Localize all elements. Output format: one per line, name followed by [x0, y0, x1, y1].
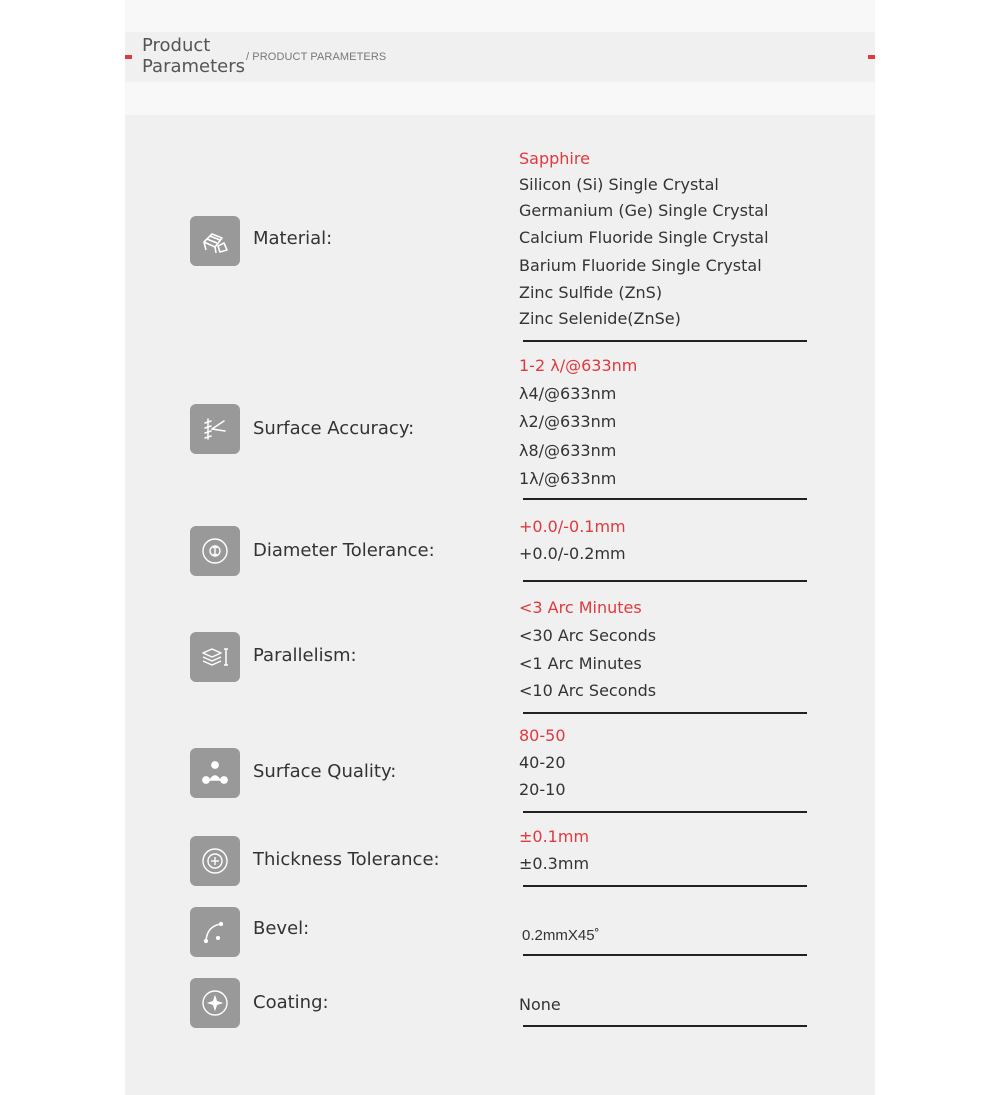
quality-nodes-icon: [190, 748, 240, 798]
section-title-line2: Parameters: [142, 56, 246, 77]
coating-sparkle-icon: [190, 978, 240, 1028]
param-values: [519, 597, 656, 708]
crystal-icon: [190, 216, 240, 266]
value-item: 20-10: [519, 780, 566, 799]
param-label: Material:: [253, 228, 333, 249]
diameter-icon: [190, 526, 240, 576]
divider: [523, 954, 807, 956]
param-values: [519, 725, 566, 806]
divider: [523, 885, 807, 887]
value-item: λ2/@633nm: [519, 412, 617, 431]
value-item: 1-2 λ/@633nm: [519, 356, 638, 375]
param-label: Thickness Tolerance:: [253, 849, 440, 870]
divider: [523, 580, 807, 582]
divider: [523, 811, 807, 813]
value-item: λ4/@633nm: [519, 384, 617, 403]
value-item: Sapphire: [519, 149, 590, 168]
value-item: Silicon (Si) Single Crystal: [519, 175, 719, 194]
value-item: <30 Arc Seconds: [519, 626, 657, 645]
param-values: [519, 993, 561, 1017]
divider: [523, 498, 807, 500]
value-item: Calcium Fluoride Single Crystal: [519, 228, 769, 247]
param-label: Surface Quality:: [253, 761, 397, 782]
value-item: Zinc Sulfide (ZnS): [519, 283, 663, 302]
value-item: ±0.1mm: [519, 827, 590, 846]
bevel-icon: [190, 907, 240, 957]
layers-icon: [190, 632, 240, 682]
param-label: Surface Accuracy:: [253, 418, 415, 439]
value-item: <3 Arc Minutes: [519, 598, 642, 617]
value-item: +0.0/-0.2mm: [519, 544, 626, 563]
thickness-icon: [190, 836, 240, 886]
value-item: 40-20: [519, 753, 566, 772]
value-item: 80-50: [519, 726, 566, 745]
param-label: Coating:: [253, 992, 329, 1013]
param-values: [519, 826, 589, 880]
section-title-line1: Product: [142, 35, 211, 56]
panel-top-strip: [125, 0, 875, 32]
value-item: Zinc Selenide(ZnSe): [519, 309, 681, 328]
param-label: Parallelism:: [253, 645, 357, 666]
divider: [523, 1025, 807, 1027]
param-values: [522, 925, 600, 947]
section-subtitle: / PRODUCT PARAMETERS: [246, 51, 387, 63]
value-item: Barium Fluoride Single Crystal: [519, 256, 762, 275]
header-accent-right: [868, 55, 875, 59]
value-item: 1λ/@633nm: [519, 469, 617, 488]
value-item: <1 Arc Minutes: [519, 654, 642, 673]
param-label: Diameter Tolerance:: [253, 540, 435, 561]
param-values: [519, 148, 769, 334]
param-label: Bevel:: [253, 918, 310, 939]
divider: [523, 712, 807, 714]
section-title: [142, 35, 245, 77]
panel-gap-strip: [125, 82, 875, 115]
value-item: +0.0/-0.1mm: [519, 517, 626, 536]
value-item: Germanium (Ge) Single Crystal: [519, 201, 769, 220]
divider: [523, 340, 807, 342]
value-item: ±0.3mm: [519, 854, 590, 873]
section-header: [125, 32, 875, 82]
value-item: None: [519, 995, 561, 1014]
surface-accuracy-icon: [190, 404, 240, 454]
value-item: λ8/@633nm: [519, 441, 617, 460]
param-values: [519, 355, 637, 496]
param-values: [519, 516, 626, 570]
value-item: 0.2mmX45˚: [522, 927, 600, 944]
header-accent-left: [125, 55, 132, 59]
value-item: <10 Arc Seconds: [519, 681, 657, 700]
